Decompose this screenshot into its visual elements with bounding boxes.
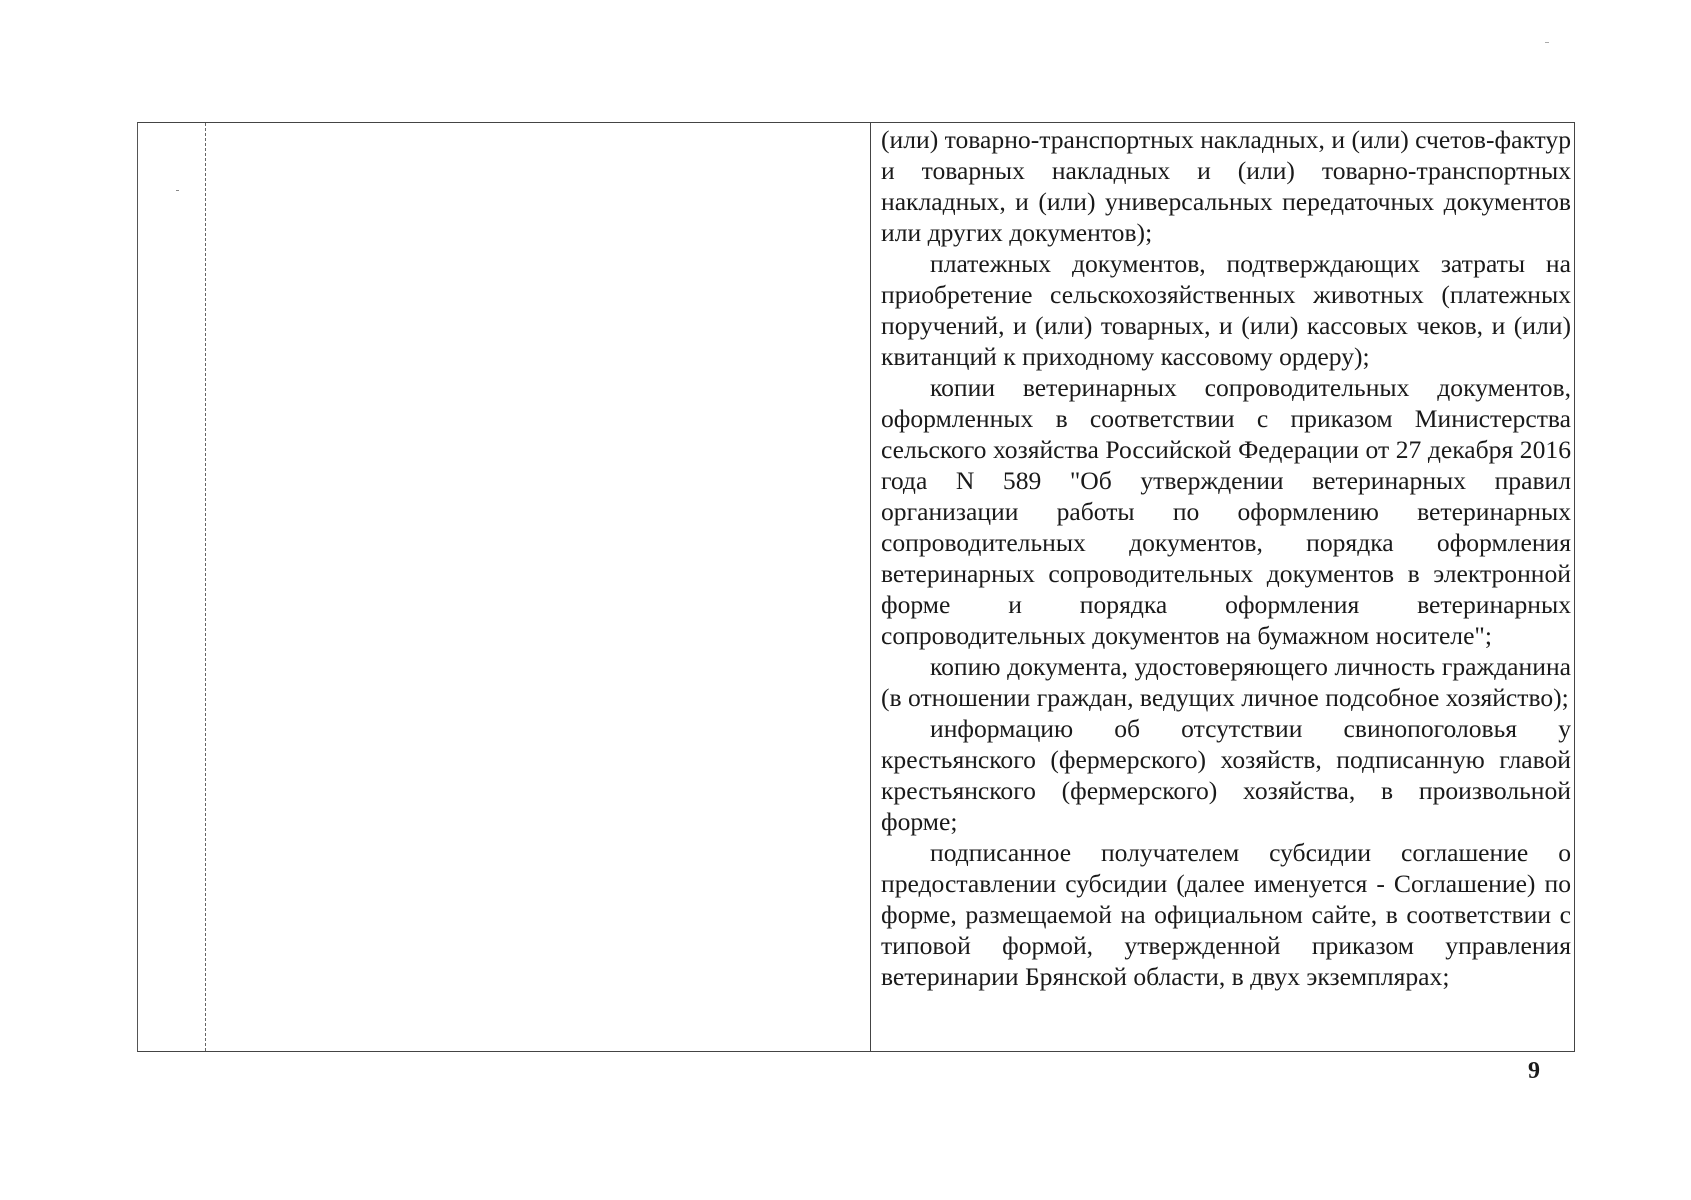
paragraph-documents-list-continued: (или) товарно-транспортных накладных, и (или) счетов-фактур и товарных накладных и (или) товарно-транспортных накладных, и (или) универсальных передаточных документов или других документов); (881, 125, 1571, 247)
page-number: 9 (1528, 1058, 1540, 1084)
paragraph-payment-documents: платежных документов, подтверждающих затраты на приобретение сельскохозяйственных животных (платежных поручений, и (или) товарных, и (или) кассовых чеков, и (или) квитанций к приходному кассовому ордеру); (881, 249, 1571, 371)
paragraph-veterinary-documents: копии ветеринарных сопроводительных документов, оформленных в соответствии с приказом Министерства сельского хозяйства Российской Федерации от 27 декабря 2016 года N 589 "Об утверждении ветеринарных правил организации работы по оформлению ветеринарных сопроводительных документов, порядка оформления ветеринарных сопроводительных документов в электронной форме и порядка оформления ветеринарных сопроводительных документов на бумажном носителе"; (881, 373, 1571, 650)
paragraph-swine-absence-info: информацию об отсутствии свинопоголовья у крестьянского (фермерского) хозяйств, подписанную главой крестьянского (фермерского) хозяйства, в произвольной форме; (881, 714, 1571, 836)
table-text-cell (881, 124, 1571, 992)
column-divider-narrow (205, 123, 206, 1051)
paragraph-subsidy-agreement: подписанное получателем субсидии соглашение о предоставлении субсидии (далее именуется - Соглашение) по форме, размещаемой на официальном сайте, в соответствии с типовой формой, утвержденной приказом управления ветеринарии Брянской области, в двух экземплярах; (881, 838, 1571, 991)
column-divider-main (870, 123, 871, 1051)
paragraph-identity-document: копию документа, удостоверяющего личность гражданина (в отношении граждан, ведущих личное подсобное хозяйство); (881, 652, 1571, 712)
scan-artifact-mark (1545, 42, 1549, 43)
